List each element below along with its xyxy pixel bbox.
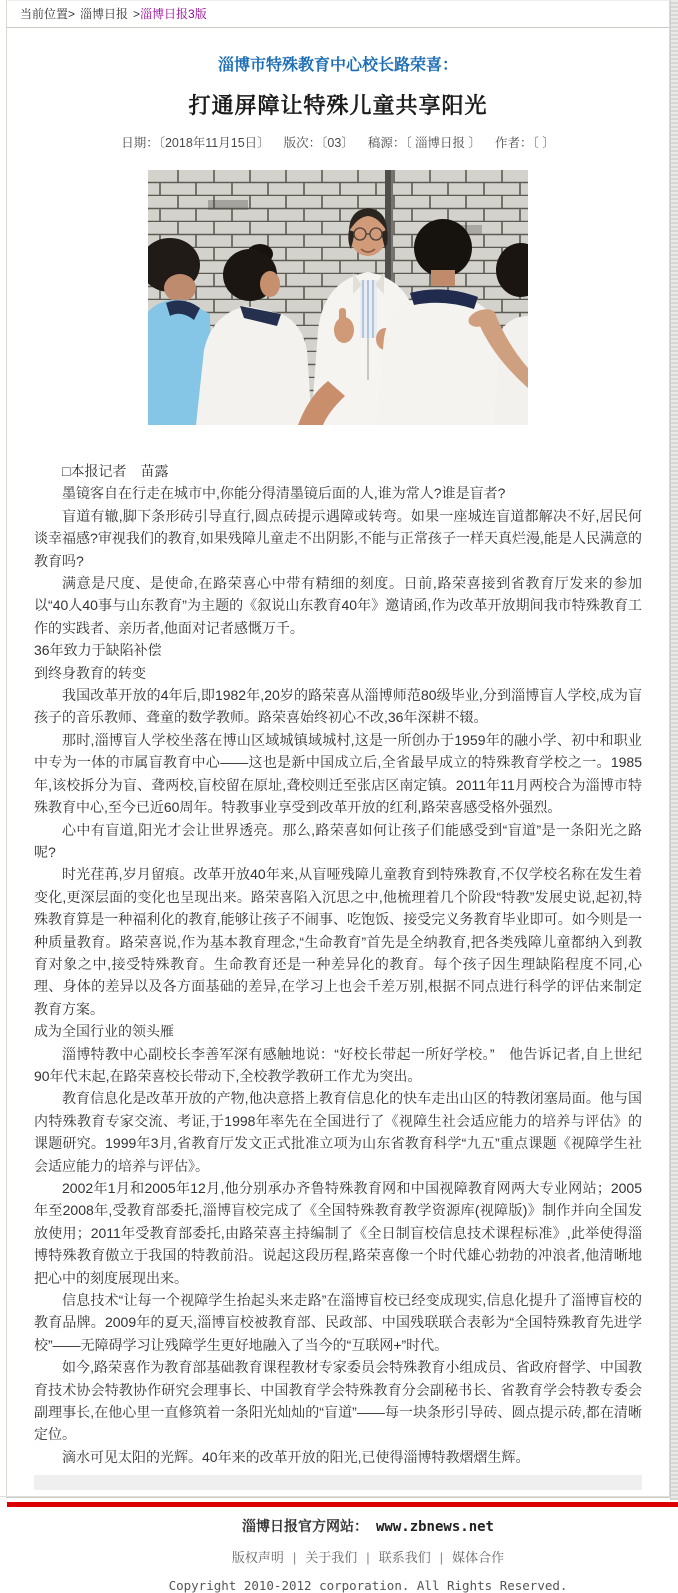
footer-link[interactable]: 版权声明 [231, 1550, 284, 1566]
paragraph: 我国改革开放的4年后,即1982年,20岁的路荣喜从淄博师范80级毕业,分到淄博盲人学校,成为盲孩子的音乐教师、聋童的数学教师。路荣喜始终初心不改,36年深耕不辍。 [34, 687, 642, 726]
footer-site-line [58, 1516, 678, 1536]
article-subtitle: 淄博市特殊教育中心校长路荣喜： [217, 57, 458, 74]
section-heading: 36年致力于缺陷补偿 [34, 642, 162, 659]
paragraph: 2002年1月和2005年12月,他分别承办齐鲁特殊教育网和中国视障教育网两大专业网站；2005年至2008年,受教育部委托,淄博盲校完成了《全国特殊教育教学资源库(视障版)》制作并向全国发放使用；2011年受教育部委托,由路荣喜主持编制了《全日制盲校信息技术课程标准》,此举使得淄博特殊教育傲立于我国的特教前沿。说起这段历程,路荣喜像一个时代雄心勃勃的冲浪者,他清晰地把心中的刻度展现出来。 [34, 1180, 642, 1286]
paragraph: 信息技术“让每一个视障学生抬起头来走路”在淄博盲校已经变成现实,信息化提升了淄博盲校的教育品牌。2009年的夏天,淄博盲校被教育部、民政部、中国残联联合表彰为“全国特殊教育先进学校”——无障碍学习让残障学生更好地融入了当今的“互联网+”时代。 [34, 1292, 642, 1353]
article [7, 52, 669, 1468]
paragraph: □本报记者 苗露 [62, 463, 169, 479]
separator: | [439, 1550, 444, 1566]
footer-link[interactable]: 关于我们 [305, 1550, 358, 1566]
footer-link[interactable]: 媒体合作 [452, 1550, 505, 1566]
page-scrollbar[interactable] [670, 0, 678, 1500]
footer-links [58, 1547, 678, 1566]
breadcrumb-text: > [133, 7, 141, 21]
toolbar-strip [34, 1475, 642, 1490]
paragraph: 心中有盲道,阳光才会让世界透亮。那么,路荣喜如何让孩子们能感受到“盲道”是一条阳光之路呢? [34, 821, 642, 860]
breadcrumb [7, 1, 669, 28]
paragraph: 时光荏苒,岁月留痕。改革开放40年来,从盲哑残障儿童教育到特殊教育,不仅学校名称在发生着变化,更深层面的变化也呈现出来。路荣喜陷入沉思之中,他梳理着几个阶段“特教”发展史说,起初,特殊教育算是一种福利化的教育,能够让孩子不闹事、吃饱饭、接受完义务教育毕业即可。如今则是一种质量教育。路荣喜说,作为基本教育理念,“生命教育”首先是全纳教育,把各类残障儿童都纳入到教育对象之中,接受特殊教育。生命教育还是一种差异化的教育。每个孩子因生理缺陷程度不同,心理、身体的差异以及各方面基础的差异,在学习上也会千差万别,根据不同点进行科学的评估来制定教育方案。 [34, 866, 642, 1017]
footer [0, 1507, 678, 1593]
photo-illustration [148, 170, 528, 425]
article-body [34, 460, 642, 1468]
meta-item: 稿源：〔 淄博日报 〕 [367, 136, 482, 150]
paragraph: 教育信息化是改革开放的产物,他决意搭上教育信息化的快车走出山区的特教闭塞局面。他与国内特殊教育专家交流、考证,于1998年率先在全国进行了《视障生社会适应能力的培养与评估》的课题研究。1999年3月,省教育厅发文正式批准立项为山东省教育科学“九五”重点课题《视障学生社会适应能力的培养与评估》。 [34, 1090, 642, 1174]
paragraph: 淄博特教中心副校长李善军深有感触地说：“好校长带起一所好学校。” 他告诉记者,自上世纪90年代末起,在路荣喜校长带动下,全校教学教研工作尤为突出。 [34, 1045, 642, 1084]
paragraph: 满意是尺度、是使命,在路荣喜心中带有精细的刻度。日前,路荣喜接到省教育厅发来的参加以“40人40事与山东教育”为主题的《叙说山东教育40年》邀请函,作为改革开放期间我市特殊教育工作的实践者、亲历者,他面对记者感慨万千。 [34, 575, 642, 636]
breadcrumb-link[interactable]: 淄博日报 [80, 7, 129, 21]
paragraph: 墨镜客自在行走在城市中,你能分得清墨镜后面的人,谁为常人?谁是盲者? [62, 485, 506, 502]
footer-site-url[interactable]: www.zbnews.net [375, 1519, 494, 1536]
paragraph: 那时,淄博盲人学校坐落在博山区域城镇域城村,这是一所创办于1959年的融小学、初中和职业中专为一体的市属盲教育中心——这也是新中国成立后,全省最早成立的特殊教育学校之一。1985年,该校拆分为盲、聋两校,盲校留在原址,聋校则迁至张店区南定镇。2011年11月两校合为淄博市特殊教育中心,至今已近60周年。特教事业享受到改革开放的红利,路荣喜感受格外强烈。 [34, 731, 642, 816]
paragraph: 如今,路荣喜作为教育部基础教育课程教材专家委员会特殊教育小组成员、省政府督学、中国教育技术协会特教协作研究会理事长、中国教育学会特殊教育分会副秘书长、省教育学会特教专委会副理事长,在他心里一直修筑着一条阳光灿灿的“盲道”——每一块条形引导砖、圆点提示砖,都在清晰定位。 [34, 1359, 642, 1443]
section-heading: 成为全国行业的领头雁 [34, 1023, 174, 1040]
breadcrumb-link[interactable]: 淄博日报3版 [140, 7, 207, 21]
article-meta [34, 133, 642, 151]
page-frame [6, 0, 670, 1498]
page-title: 打通屏障让特殊儿童共享阳光 [188, 93, 488, 118]
breadcrumb-text: 当前位置> [20, 7, 76, 21]
meta-item: 作者：〔 〕 [495, 136, 555, 150]
section-heading: 到终身教育的转变 [34, 664, 146, 681]
footer-copyright: Copyright 2010-2012 corporation. All Rights Reserved. [168, 1578, 568, 1593]
separator: | [292, 1550, 297, 1566]
footer-site-label: 淄博日报官方网站： [241, 1518, 368, 1535]
meta-item: 版次：〔03〕 [283, 136, 354, 150]
page-bottom-border [0, 1496, 678, 1497]
article-photo [148, 170, 528, 425]
article-container [7, 52, 669, 1498]
meta-item: 日期：〔2018年11月15日〕 [121, 136, 270, 150]
separator: | [366, 1550, 370, 1566]
paragraph: 滴水可见太阳的光辉。40年来的改革开放的阳光,已使得淄博特教熠熠生辉。 [62, 1448, 530, 1465]
paragraph: 盲道有辙,脚下条形砖引导直行,圆点砖提示遇障或转弯。如果一座城连盲道都解决不好,居民何谈幸福感?审视我们的教育,如果残障儿童走不出阴影,不能与正常孩子一样天真烂漫,能是人民满意的教育吗? [34, 507, 642, 569]
footer-link[interactable]: 联系我们 [378, 1550, 431, 1566]
